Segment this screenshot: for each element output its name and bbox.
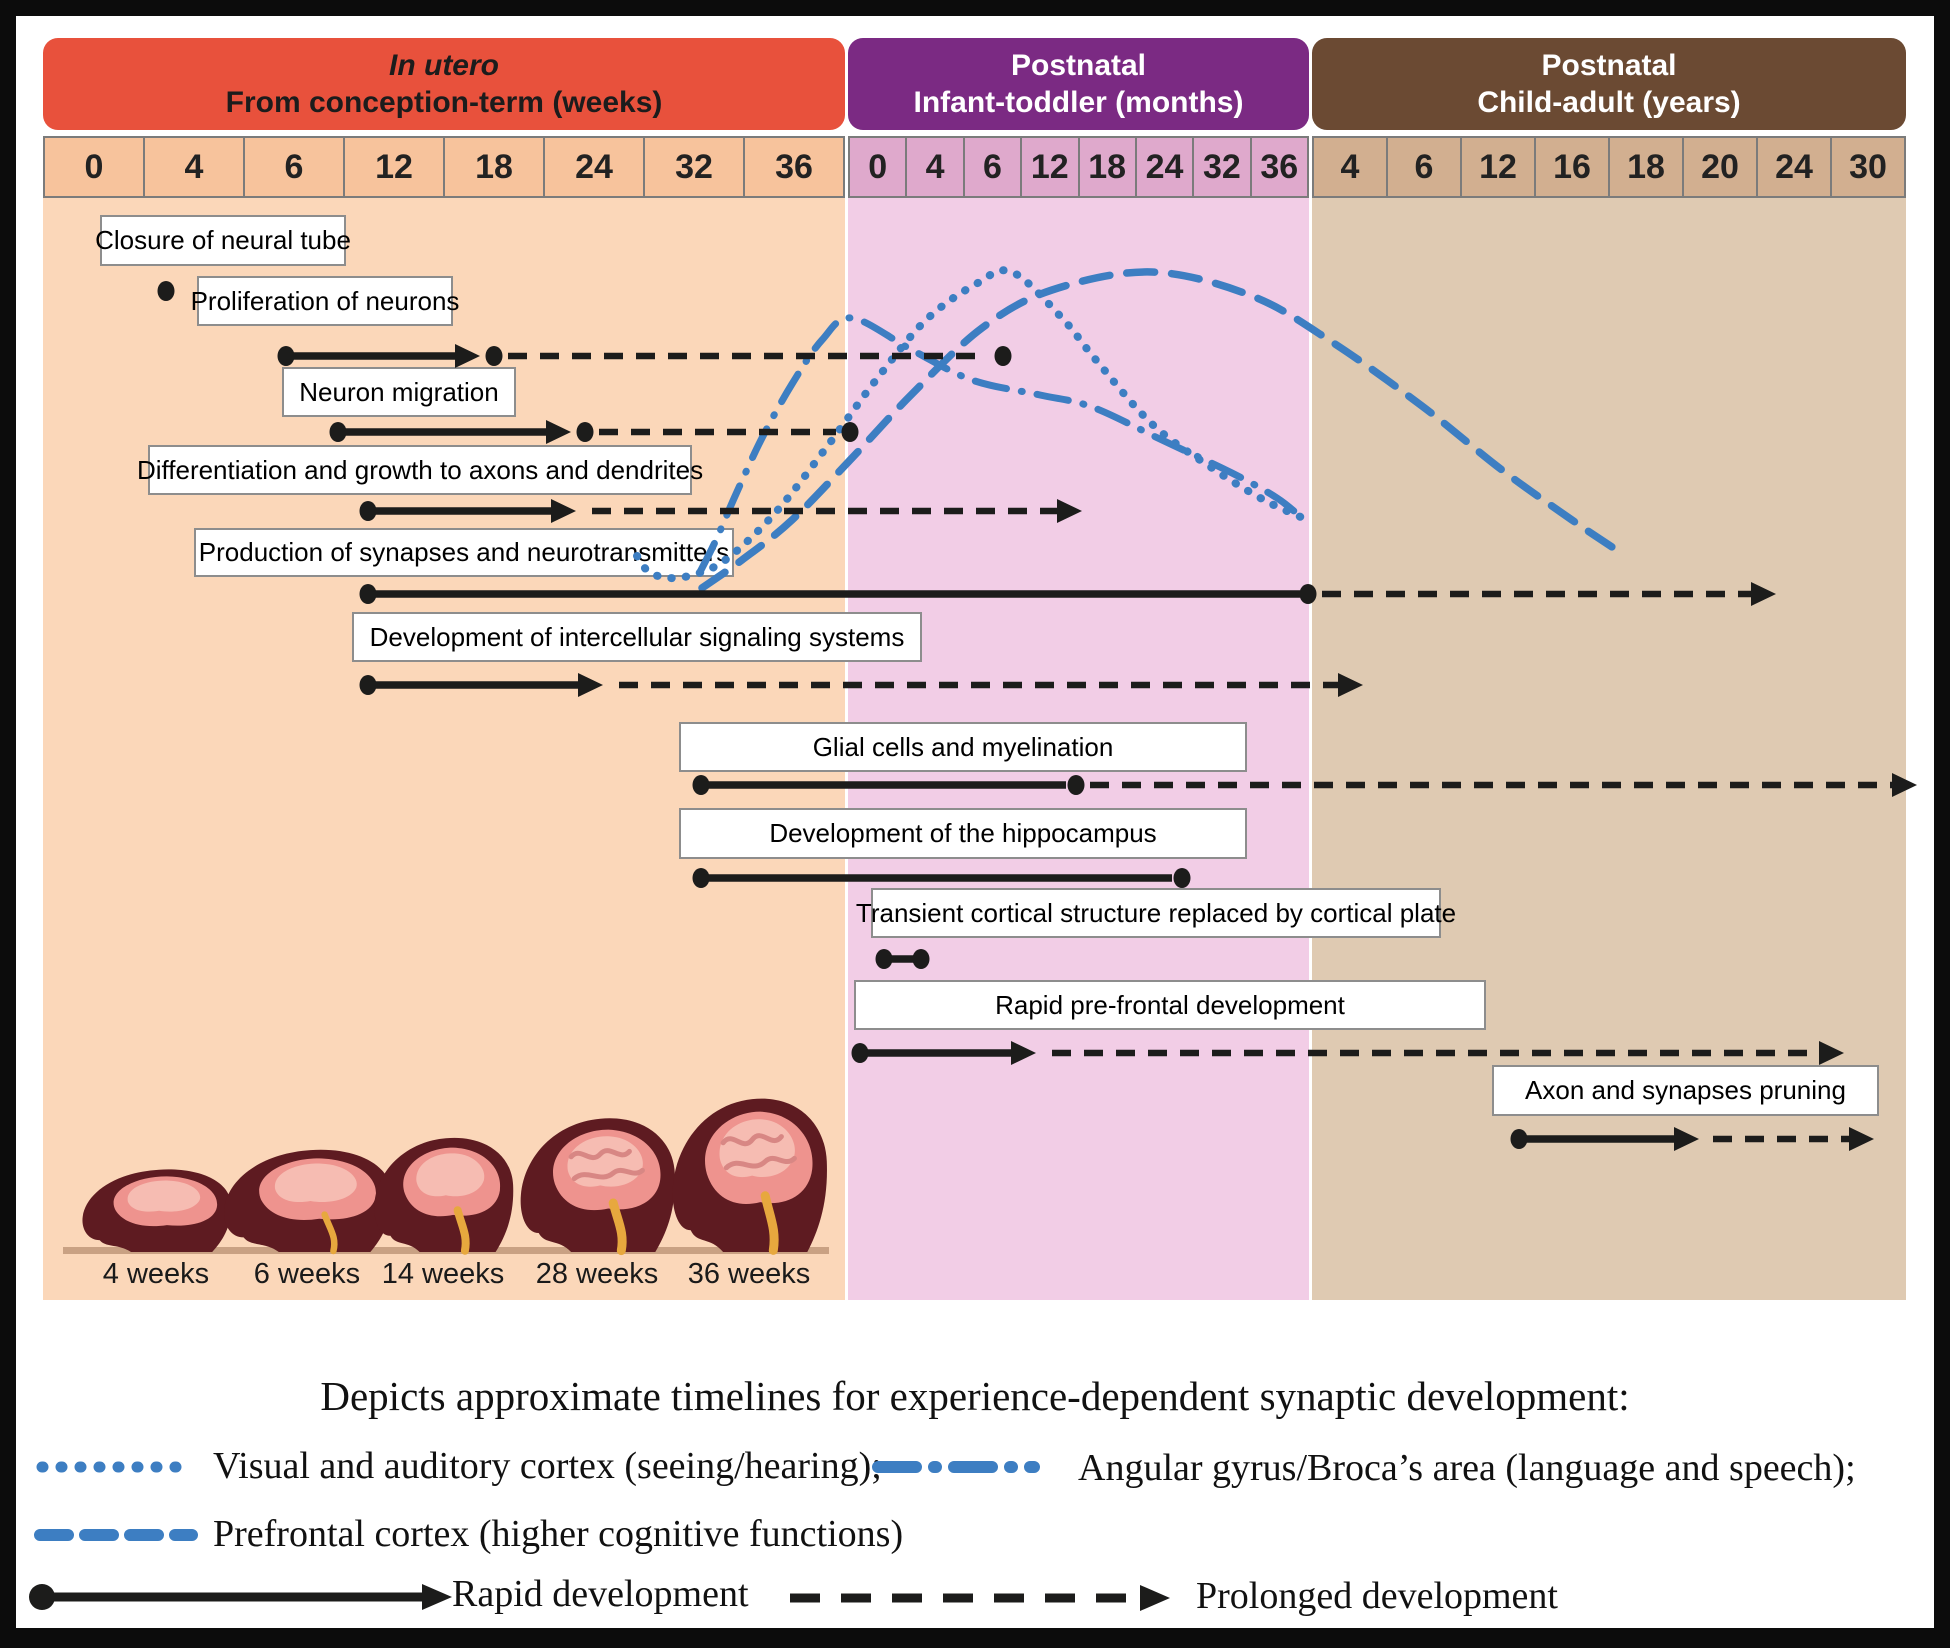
dotted-line-swatch-icon (34, 1452, 198, 1482)
tick-cell: 0 (43, 136, 145, 198)
legend-label-angular-broca: Angular gyrus/Broca’s area (language and speech); (1078, 1447, 1856, 1489)
tick-cell: 6 (963, 136, 1022, 198)
tick-cell: 4 (905, 136, 964, 198)
tick-cell: 6 (1386, 136, 1462, 198)
header-band-postnatal-years (1312, 38, 1906, 130)
legend-label-prolonged: Prolonged development (1196, 1575, 1558, 1617)
tick-cell: 0 (848, 136, 907, 198)
tick-cell: 20 (1682, 136, 1758, 198)
tick-row-postnatal-years (1312, 136, 1906, 198)
tick-cell: 6 (243, 136, 345, 198)
process-label: Axon and synapses pruning (1492, 1065, 1879, 1116)
process-label: Closure of neural tube (100, 215, 346, 266)
embryo-stage-label: 28 weeks (535, 1258, 659, 1290)
band-title-line1: In utero (389, 48, 499, 82)
tick-cell: 36 (743, 136, 845, 198)
band-title-line1: Postnatal (1010, 48, 1147, 82)
tick-cell: 32 (1192, 136, 1251, 198)
tick-cell: 30 (1830, 136, 1906, 198)
legend-label-rapid: Rapid development (452, 1573, 749, 1615)
prolonged-development-arrow-icon (786, 1580, 1186, 1616)
tick-row-in-utero (43, 136, 845, 198)
dashed-line-swatch-icon (34, 1520, 198, 1550)
tick-cell: 12 (343, 136, 445, 198)
rapid-development-arrow-icon (26, 1576, 458, 1618)
tick-cell: 18 (443, 136, 545, 198)
band-title-line2: From conception-term (weeks) (225, 86, 663, 119)
tick-row-postnatal-months (848, 136, 1309, 198)
process-label: Production of synapses and neurotransmitters (194, 528, 734, 577)
embryo-stage-label: 14 weeks (381, 1258, 505, 1290)
tick-cell: 36 (1250, 136, 1309, 198)
tick-cell: 16 (1534, 136, 1610, 198)
dashdot-line-swatch-icon (872, 1452, 1040, 1482)
region-postnatal-months (848, 136, 1309, 1300)
legend-label-visual-auditory: Visual and auditory cortex (seeing/hearing); (213, 1445, 882, 1487)
tick-cell: 24 (543, 136, 645, 198)
process-label: Rapid pre-frontal development (854, 980, 1486, 1030)
process-label: Development of intercellular signaling systems (352, 612, 922, 662)
process-label: Glial cells and myelination (679, 722, 1247, 772)
tick-cell: 24 (1756, 136, 1832, 198)
band-title-line2: Child-adult (years) (1477, 86, 1741, 119)
process-label: Differentiation and growth to axons and dendrites (148, 445, 692, 495)
tick-cell: 18 (1608, 136, 1684, 198)
tick-cell: 32 (643, 136, 745, 198)
tick-cell: 4 (143, 136, 245, 198)
tick-cell: 18 (1078, 136, 1137, 198)
header-band-postnatal-months (848, 38, 1309, 130)
tick-cell: 12 (1460, 136, 1536, 198)
process-label: Development of the hippocampus (679, 808, 1247, 859)
band-title-line1: Postnatal (1541, 48, 1677, 82)
tick-cell: 4 (1312, 136, 1388, 198)
band-title-line2: Infant-toddler (months) (913, 86, 1244, 119)
header-band-in-utero (43, 38, 845, 130)
tick-cell: 24 (1135, 136, 1194, 198)
embryo-stage-label: 36 weeks (687, 1258, 811, 1290)
tick-cell: 12 (1020, 136, 1079, 198)
embryo-stage-label: 6 weeks (253, 1258, 361, 1290)
legend-label-prefrontal: Prefrontal cortex (higher cognitive functions) (213, 1513, 904, 1555)
legend-title: Depicts approximate timelines for experience-dependent synaptic development: (320, 1373, 1630, 1419)
process-label: Neuron migration (282, 367, 516, 417)
embryo-stage-label: 4 weeks (102, 1258, 210, 1290)
process-label: Proliferation of neurons (197, 276, 453, 326)
region-postnatal-years (1312, 136, 1906, 1300)
process-label: Transient cortical structure replaced by cortical plate (871, 888, 1441, 938)
